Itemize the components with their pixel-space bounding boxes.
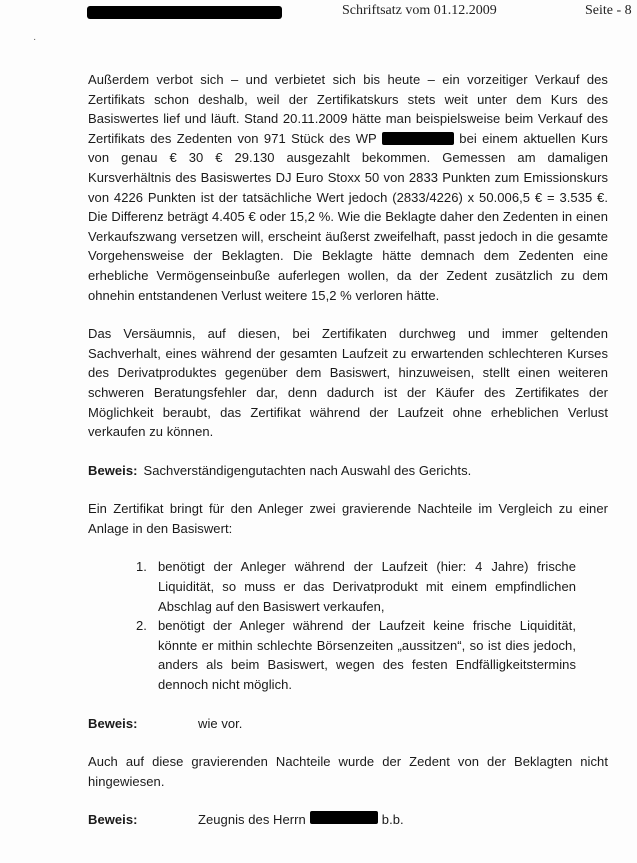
paragraph-1-part-a: Außerdem verbot sich – und verbietet sich bis heute – ein vorzeitiger Verkauf des Zertifikats schon deshalb, weil der Zertifikatskurs stets weit unter dem Kurs des Basiswertes lief und läuft. Stand 20.11.2009 hätte man beispielsweise beim Verkauf des Zertifikats des Zedenten von 971 Stück des WP — [88, 72, 608, 146]
beweis-label: Beweis: — [88, 812, 138, 828]
redaction-bar-wp — [382, 132, 454, 145]
list-item — [136, 616, 608, 694]
beweis-text: wie vor. — [198, 715, 243, 731]
list-number: 2. — [136, 618, 147, 634]
beweis-label: Beweis: — [88, 462, 138, 478]
beweis-text: Sachverständigengutachten nach Auswahl des Gerichts. — [143, 462, 472, 478]
beweis-text-before: Zeugnis des Herrn — [198, 812, 306, 828]
paragraph-4: Auch auf diese gravierenden Nachteile wurde der Zedent von der Beklagten nicht hingewiesen. — [88, 754, 608, 789]
beweis-1 — [88, 461, 608, 481]
paragraph-2: Das Versäumnis, auf diesen, bei Zertifikaten durchweg und immer geltenden Sachverhalt, eines während der gesamten Laufzeit zu erwartenden schlechteren Kurses des Derivatproduktes gegenüber dem Basiswert, hinzuweisen, stellt einen weiteren schweren Beratungsfehler dar, denn dadurch ist der Käufer des Zertifikates der Möglichkeit beraubt, das Zertifikat während der Laufzeit ohne erheblichen Verlust verkaufen zu können. — [88, 326, 608, 440]
scan-speck: · — [33, 34, 37, 45]
list-item — [136, 557, 608, 616]
beweis-2 — [88, 714, 608, 734]
paragraph-1-part-b: bei einem aktuellen Kurs von genau € 30 € 29.130 ausgezahlt bekommen. Gemessen am damaligen Kursverhältnis des Basiswertes DJ Euro Stoxx 50 von 2833 Punkten zum Emissionskurs von 4226 Punkten ist der tatsächliche Wert jedoch (2833/4226) x 50.006,5 € = 3.535 €. Die Differenz beträgt 4.405 € oder 15,2 %. Wie die Beklagte daher den Zedenten in einen Verkaufszwang versetzen will, erscheint äußerst zweifelhaft, passt jedoch in die gesamte Vorgehensweise der Beklagten. Die Beklagte hätte demnach dem Zedenten eine erhebliche Vermögenseinbuße auferlegen wollen, da der Zedent zusätzlich zu dem ohnehin entstandenen Verlust weitere 15,2 % verloren hätte. — [88, 130, 608, 303]
paragraph-3: Ein Zertifikat bringt für den Anleger zwei gravierende Nachteile im Vergleich zu einer Anlage in den Basiswert: — [88, 501, 608, 536]
list-number: 1. — [136, 559, 147, 575]
list-text: benötigt der Anleger während der Laufzeit (hier: 4 Jahre) frische Liquidität, so muss er das Derivatprodukt mit einem empfindlichen Abschlag auf den Basiswert verkaufen, — [158, 559, 576, 614]
beweis-text-after: b.b. — [381, 812, 404, 828]
nachteile-list — [88, 557, 608, 694]
list-text: benötigt der Anleger während der Laufzeit keine frische Liquidität, könnte er mithin schlechte Börsenzeiten „aussitzen“, so ist dies jedoch, anders als beim Basiswert, wegen des festen Endfälligkeitstermins dennoch nicht möglich. — [158, 618, 576, 693]
paragraph-1 — [88, 70, 608, 305]
header-redaction-bar — [87, 6, 282, 19]
beweis-label: Beweis: — [88, 715, 138, 731]
redaction-bar-witness — [310, 811, 378, 824]
header-date: Schriftsatz vom 01.12.2009 — [342, 3, 497, 18]
document-body — [88, 70, 608, 849]
beweis-3 — [88, 810, 608, 830]
page-number: Seite - 8 — [585, 3, 632, 18]
